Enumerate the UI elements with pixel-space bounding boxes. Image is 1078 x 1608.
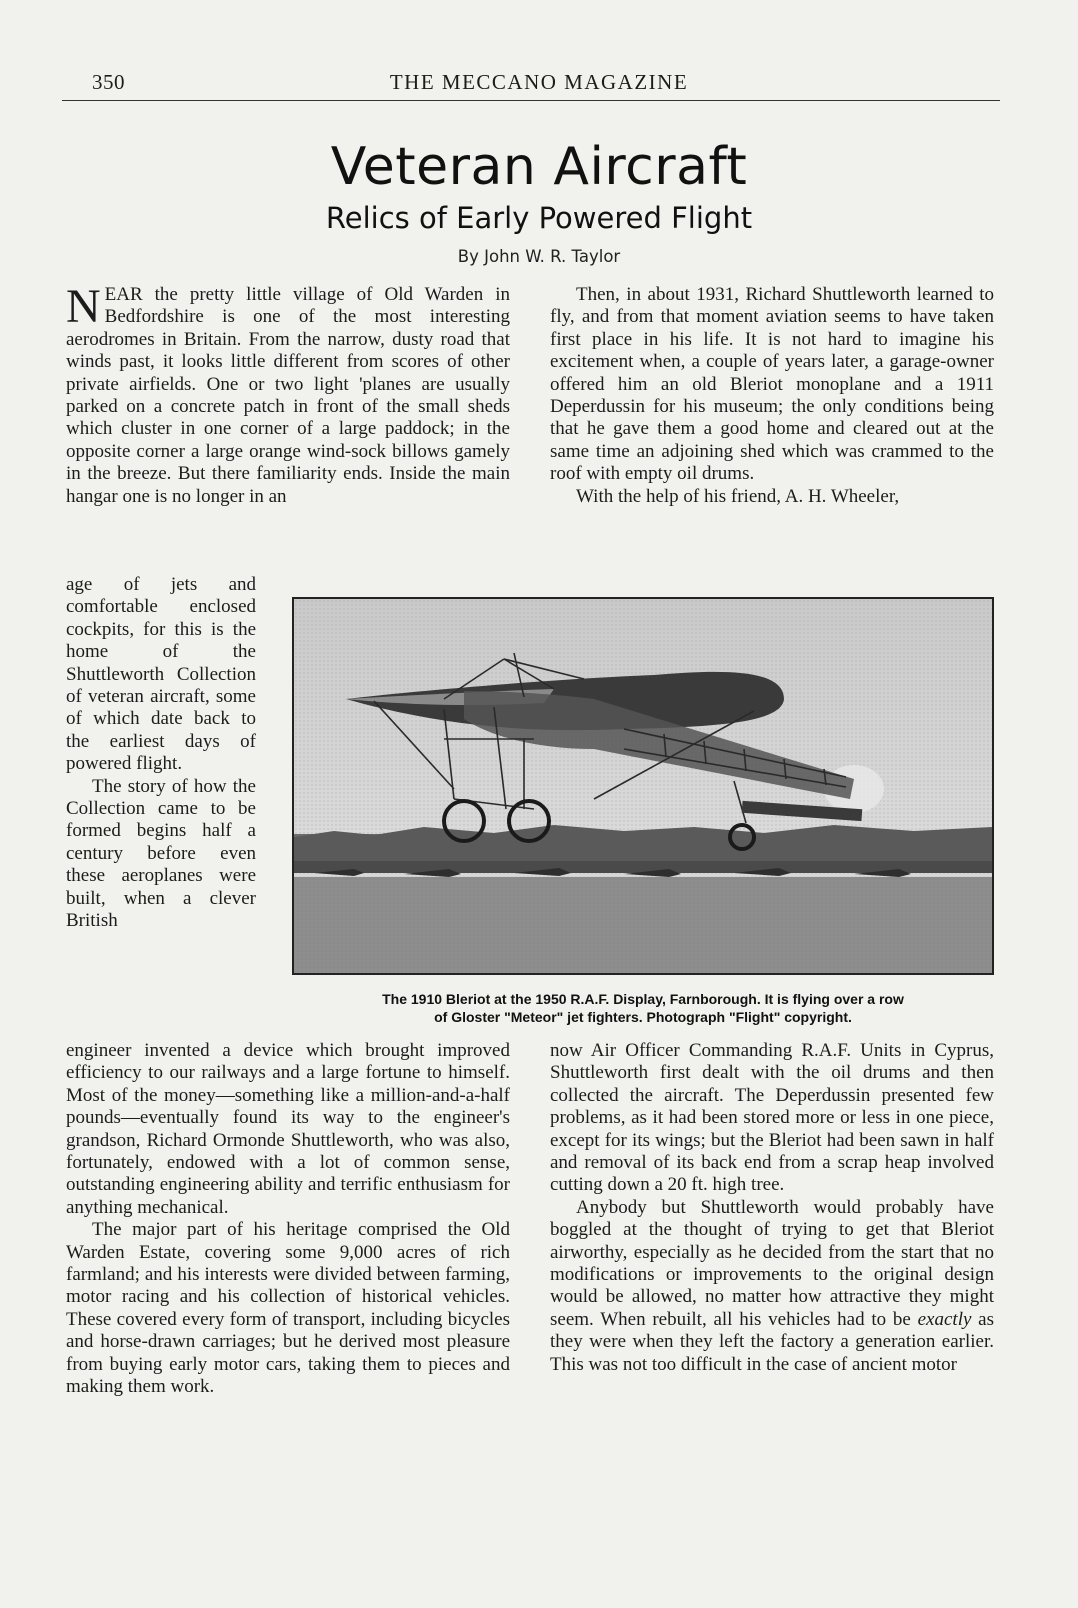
left-column-bottom [66,1040,510,1399]
left-column-narrow [66,574,256,933]
rebuild-paragraph [550,1197,994,1376]
article-subtitle: Relics of Early Powered Flight [325,201,753,235]
intro-paragraph-continued: age of jets and comfortable enclosed cockpits, for this is the home of the Shuttleworth Collection of veteran aircraft, some of which date back to the earliest days of powered flight. [66,574,256,775]
photo-caption [276,990,1010,1026]
intro-paragraph-text: EAR the pretty little village of Old Warden in Bedfordshire is one of the most interesting aerodromes in Britain. From the narrow, dusty road that winds past, it looks little different from scores of other private airfields. One or two light 'planes are usually parked on a concrete patch in front of the small sheds which cluster in one corner of a large paddock; in the opposite corner a large orange wind-sock billows gamely in the breeze. But there familiarity ends. Inside the main hangar one is no longer in an [66,284,510,507]
emphasis-exactly: exactly [917,1308,972,1330]
left-column-top [66,280,510,508]
wheeler-paragraph-start: With the help of his friend, A. H. Wheeler, [576,485,900,507]
bleriot-aircraft-illustration [294,599,992,973]
magazine-title: THE MECCANO MAGAZINE [389,70,689,94]
heritage-paragraph: The major part of his heritage comprised the Old Warden Estate, covering some 9,000 acres of rich farmland; and his interests were divided between farming, motor racing and his collection of historical vehicles. These covered every form of transport, including bicycles and horse-drawn carriages; but he derived most pleasure from buying early motor cars, taking them to pieces and making them work. [66,1219,510,1398]
right-column-top [550,284,994,508]
wheeler-paragraph-continued: now Air Officer Commanding R.A.F. Units in Cyprus, Shuttleworth first dealt with the oil drums and then collected the aircraft. The Deperdussin presented few problems, as it had been stored more or less in one piece, except for its wings; but the Bleriot had been sawn in half and removal of its back end from a scrap heap involved cutting down a 20 ft. high tree. [550,1040,994,1196]
story-paragraph-start: The story of how the Collection came to be formed begins half a century before even these aeroplanes were built, when a clever British [66,775,256,932]
drop-cap: N [66,280,101,333]
rebuild-paragraph-end: as they were when they left the factory a generation earlier. This was not too difficult in the case of ancient motor [550,1308,994,1375]
header-rule [62,100,1000,101]
right-column-bottom [550,1040,994,1376]
bleriot-photograph [292,597,994,975]
page-number: 350 [92,70,125,94]
caption-line-1: The 1910 Bleriot at the 1950 R.A.F. Display, Farnborough. It is flying over a row [382,991,904,1007]
article-title: Veteran Aircraft [330,137,748,197]
story-paragraph-continued: engineer invented a device which brought improved efficiency to our railways and a large fortune to himself. Most of the money—something like a million-and-a-half pounds—eventually found its way to the engineer's grandson, Richard Ormonde Shuttleworth, who was also, fortunately, endowed with a lot of common sense, outstanding engineering ability and terrific enthusiasm for anything mechanical. [66,1040,510,1218]
article-byline: By John W. R. Taylor [457,247,621,266]
intro-paragraph [66,280,510,508]
rebuild-paragraph-start: Anybody but Shuttleworth would probably have boggled at the thought of trying to get that Bleriot airworthy, especially as he decided from the start that no modifications or improvements to the original design would be allowed, no matter how attractive they might seem. When rebuilt, all his vehicles had to be [550,1196,994,1330]
caption-line-2: of Gloster "Meteor" jet fighters. Photograph "Flight" copyright. [434,1009,852,1025]
aviation-paragraph: Then, in about 1931, Richard Shuttleworth learned to fly, and from that moment aviation seems to have taken first place in his life. It is not hard to imagine his excitement when, a couple of years later, a garage-owner offered him an old Bleriot monoplane and a 1911 Deperdussin for his museum; the only conditions being that he gave them a good home and cleared out at the same time an adjoining shed which was crammed to the roof with empty oil drums. [550,284,994,485]
